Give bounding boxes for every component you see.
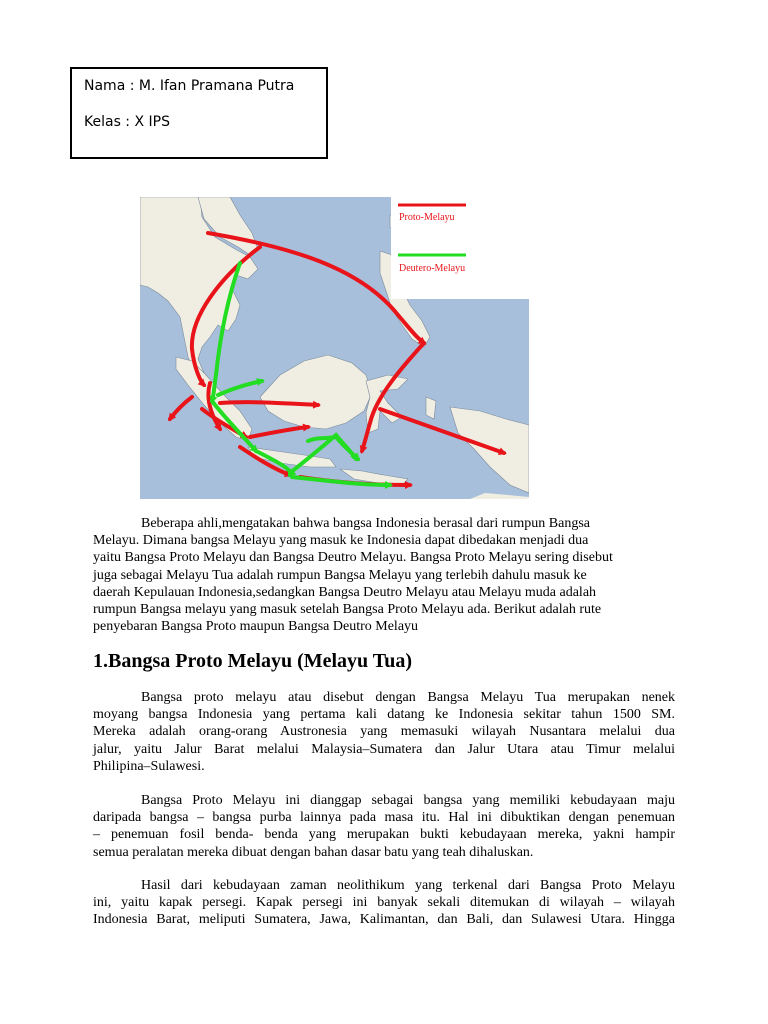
legend-deutero-label: Deutero-Melayu xyxy=(399,263,466,274)
body-paragraph-3 xyxy=(93,877,675,929)
intro-paragraph xyxy=(93,515,675,635)
body-line: Bangsa proto melayu atau disebut dengan Bangsa Melayu Tua merupakan nenek xyxy=(141,690,675,705)
body-line: Indonesia Barat, meliputi Sumatera, Jawa, Kalimantan, dan Bali, dan Sulawesi Utara. Hingga xyxy=(93,912,675,928)
body-paragraph-2 xyxy=(93,792,675,861)
section-title: 1.Bangsa Proto Melayu (Melayu Tua) xyxy=(93,650,413,672)
body-line: jalur, yaitu Jalur Barat melalui Malaysia–Sumatera dan Jalur Utara atau Timur melalui xyxy=(93,741,675,757)
legend-proto-label: Proto-Melayu xyxy=(399,212,455,223)
body-line: daripada bangsa – bangsa purba lainnya pada masa itu. Hal ini dibuktikan dengan penemuan xyxy=(93,810,675,826)
migration-route-map xyxy=(140,197,529,499)
body-line: Philipina–Sulawesi. xyxy=(93,758,205,774)
student-name: Nama : M. Ifan Pramana Putra xyxy=(84,78,295,94)
student-class: Kelas : X IPS xyxy=(84,114,170,130)
intro-line: Melayu. Dimana bangsa Melayu yang masuk ke Indonesia dapat dibedakan menjadi dua xyxy=(93,533,589,549)
student-info-box xyxy=(70,67,328,159)
intro-line: penyebaran Bangsa Proto maupun Bangsa Deutro Melayu xyxy=(93,619,419,635)
intro-line: yaitu Bangsa Proto Melayu dan Bangsa Deutro Melayu. Bangsa Proto Melayu sering disebut xyxy=(93,550,613,566)
intro-line: daerah Kepulauan Indonesia,sedangkan Bangsa Deutro Melayu atau Melayu muda adalah xyxy=(93,584,597,600)
body-line: Mereka adalah orang-orang Austronesia yang memasuki wilayah Nusantara melalui dua xyxy=(93,724,675,740)
body-line: ini, yaitu kapak persegi. Kapak persegi ini banyak sekali ditemukan di wilayah – wilayah xyxy=(93,895,675,911)
body-line: moyang bangsa Indonesia yang pertama kali datang ke Indonesia sekitar tahun 1500 SM. xyxy=(93,707,675,723)
intro-line: juga sebagai Melayu Tua adalah rumpun Bangsa Melayu yang terlebih dahulu masuk ke xyxy=(93,567,587,583)
body-paragraph-1 xyxy=(93,689,675,775)
body-line: Bangsa Proto Melayu ini dianggap sebagai bangsa yang memiliki kebudayaan maju xyxy=(141,793,675,808)
intro-line: Beberapa ahli,mengatakan bahwa bangsa Indonesia berasal dari rumpun Bangsa xyxy=(141,516,590,531)
body-line: Hasil dari kebudayaan zaman neolithikum yang terkenal dari Bangsa Proto Melayu xyxy=(141,878,675,893)
body-line: – penemuan fosil benda- benda yang merupakan bukti kebudayaan mereka, yakni hampir xyxy=(93,827,675,843)
intro-line: rumpun Bangsa melayu yang masuk setelah Bangsa Proto Melayu ada. Berikut adalah rute xyxy=(93,602,602,618)
body-line: semua peralatan mereka dibuat dengan bahan dasar batu yang teah dihaluskan. xyxy=(93,844,534,860)
maluku xyxy=(426,397,436,419)
